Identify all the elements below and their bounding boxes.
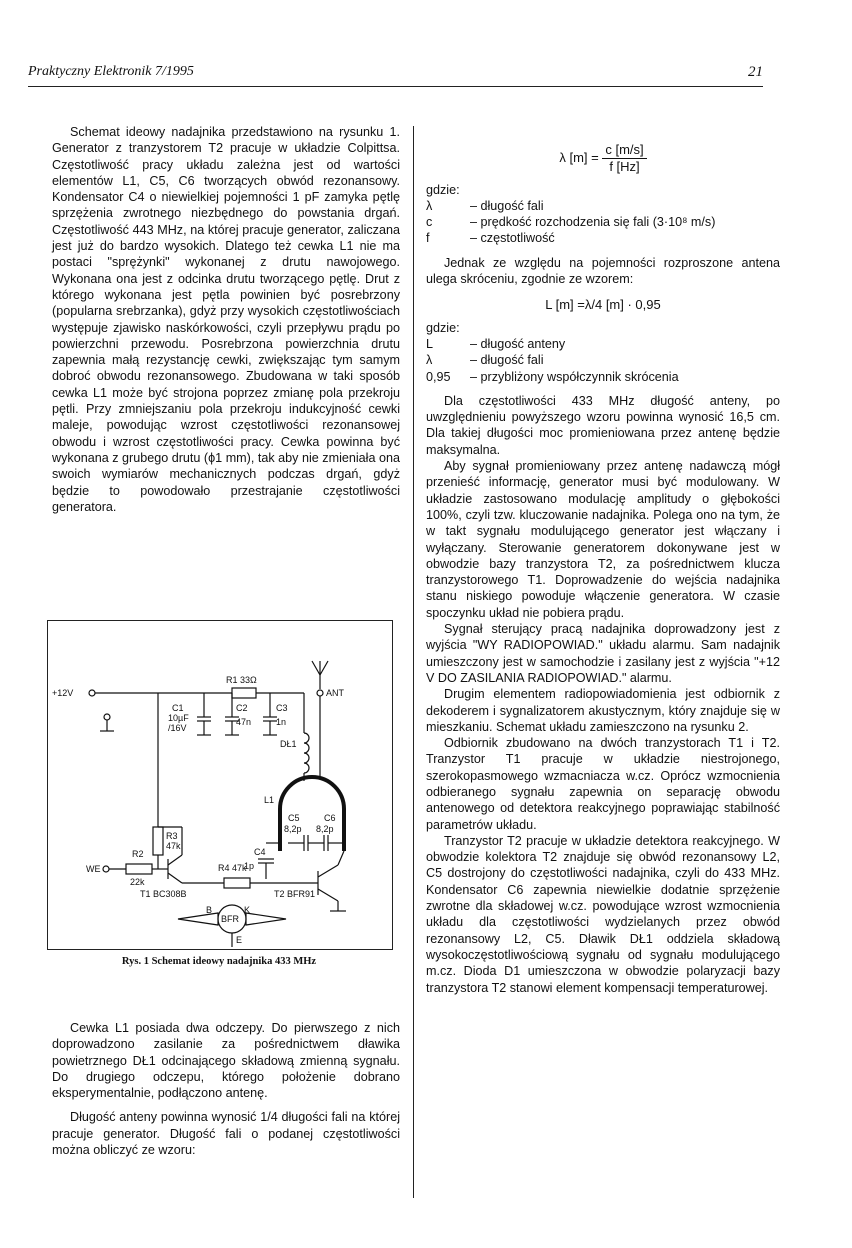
label-c6: C6 <box>324 813 336 823</box>
legend-row <box>426 369 780 385</box>
left-column <box>52 124 400 515</box>
legend-description: – długość fali <box>470 353 544 368</box>
formula-denominator: f [Hz] <box>609 159 640 175</box>
formula-lhs: λ [m] = <box>559 150 599 166</box>
legend-symbol: λ <box>426 198 433 213</box>
label-t1: T1 BC308B <box>140 889 187 899</box>
figure-schematic <box>47 620 393 950</box>
paragraph-antenna-shortening: Jednak ze względu na pojemności rozproszone antena ulega skróceniu, zgodnie ze wzorem: <box>426 255 780 287</box>
label-c4: C4 <box>254 847 266 857</box>
legend-description: – długość anteny <box>470 336 566 351</box>
legend-title: gdzie: <box>426 320 460 335</box>
label-r4: R4 47k <box>218 863 247 873</box>
left-column-bottom <box>52 1020 400 1158</box>
legend-symbol: f <box>426 231 430 246</box>
label-we: WE <box>86 864 101 874</box>
label-r2-value: 22k <box>130 877 145 887</box>
label-c2: C2 <box>236 703 248 713</box>
legend-description: – przybliżony współczynnik skrócenia <box>470 369 679 384</box>
paragraph-coil-taps: Cewka L1 posiada dwa odczepy. Do pierwszego z nich doprowadzono zasilanie za pośrednictwem dławika powietrznego DŁ1 odcinającego składową zmienną sygnału. Do drugiego odczepu, którego położenie dobrano eksperymentalnie, podłączono antenę. <box>52 1021 400 1101</box>
paragraph: Dla częstotliwości 433 MHz długość anteny, po uwzględnieniu powyższego wzoru powinna wynosić 16,5 cm. Dla takiej długości moc promieniowana przez antenę będzie maksymalna. <box>426 393 780 457</box>
legend-description: – częstotliwość <box>470 231 555 246</box>
label-plus12v: +12V <box>52 688 74 698</box>
paragraph: Drugim elementem radiopowiadomienia jest odbiornik z dekoderem i sygnalizatorem akustycznym, który znajduje się w mieszkaniu. Schemat układu zamieszczono na rysunku 2. <box>426 687 780 734</box>
legend-row <box>426 336 780 352</box>
label-c6-value: 8,2p <box>316 824 334 834</box>
paragraph: Tranzystor T2 pracuje w układzie detektora reakcyjnego. W obwodzie kolektora T2 znajduje się obwód rezonansowy L2, C5 dostrojony do częstotliwości nadajnika, czyli do 433 MHz. Kondensator C6 zapewnia niewielkie dodatnie sprzężenie zwrotne dla składowej w.cz. powodujące wzrost wzmocnienia układu dla częstotliwości wydzielanych przez obwód rezonansowy L2, C5. Dławik DŁ1 oddziela składową wysokoczęstotliwościową sygnału od sygnału modulującego m.cz. Dioda D1 umieszczona w obwodzie polaryzacji bazy tranzystora T2 stanowi element kompensacji temperaturowej. <box>426 833 780 995</box>
label-t2: T2 BFR91 <box>274 889 316 899</box>
paragraph: Aby sygnał promieniowany przez antenę nadawczą mógł przenieść informację, generator musi być modulowany. W układzie zastosowano modulację amplitudy o głębokości 100%, czyli tzw. kluczowanie nadajnika. Polega ono na tym, że w takt sygnału modulującego generator jest włączany i wyłączany. Sterowanie generatorem dokonywane jest w obwodzie bazy tranzystora T2, za pośrednictwem klucza tranzystorowego T1. Doprowadzenie do wejścia nadajnika stanu niskiego powoduje włączenie generatora. W czasie spoczynku układ nie pobiera prądu. <box>426 459 780 620</box>
label-ant: ANT <box>326 688 344 698</box>
formula-fraction <box>602 142 646 176</box>
legend-symbol: λ <box>426 353 433 368</box>
label-c1-voltage: /16V <box>168 723 187 733</box>
label-pin-b: B <box>206 905 213 915</box>
label-bfr: BFR <box>221 914 239 924</box>
paragraph: Sygnał sterujący pracą nadajnika doprowadzony jest z wyjścia "WY RADIOPOWIAD." układu alarmu. Sam nadajnik umieszczony jest w samochodzie i zasilany jest z wyjścia "+12 V DO ZASILANIA RADIOPOWIAD." alarmu. <box>426 622 780 685</box>
label-pin-k: K <box>244 905 251 915</box>
paragraph-schematic-intro: Schemat ideowy nadajnika przedstawiono na rysunku 1. Generator z tranzystorem T2 pracuje w układzie Colpittsa. Częstotliwość pracy układu zależna jest od wartości elementów L1, C5, C6 tworzących obwód rezonansowy. Kondensator C4 o niewielkiej pojemności 1 pF zamyka pętlę sprzężenia zwrotnego niezbędnego do powstania drgań. Częstotliwość 443 MHz, na której pracuje generator, zaliczana jest już do bardzo wysokich. Dlatego też cewka L1 nie ma postaci "sprężynki" wykonanej z drutu nawojowego. Wykonana ona jest z odcinka drutu tworzącego pętlę. Drut z którego wykonana jest pętla powinien być posrebrzony (popularna srebrzanka), gdyż przy wysokich częstotliwościach występuje zjawisko naskórkowości, czyli przepływu prądu po powierzchni przewodu. Posrebrzona powierzchnia drutu zapewnia małą rezystancję cewki, zwiększając tym samym dobroć obwodu rezonansowego. Zbudowana w taki sposób cewka L1 może być strojona poprzez zmianę pola przekroju pętli. Przy zmniejszaniu pola przekroju indukcyjność cewki maleje, powodując wzrost częstotliwości rezonansowej obwodu i wzrost częstotliwości pracy. Cewka powinna być wykonana z grubego drutu (ϕ1 mm), tak aby nie zmieniała ona swoich wymiarów mechanicznych podczas drgań, gdyż będzie to powodowało przestrajanie częstotliwości generatora. <box>52 125 400 514</box>
label-r3-value: 47k <box>166 841 181 851</box>
label-c2-value: 47n <box>236 717 252 727</box>
legend-description: – długość fali <box>470 198 544 213</box>
legend-description: – prędkość rozchodzenia się fali (3·10⁸ m/s) <box>470 215 716 230</box>
label-c4-value: 1p <box>244 861 255 871</box>
legend-row <box>426 198 780 214</box>
right-column <box>426 140 780 996</box>
label-c1-value: 10µF <box>168 713 189 723</box>
formula-numerator: c [m/s] <box>602 142 646 159</box>
label-c3-value: 1n <box>276 717 287 727</box>
figure-caption: Rys. 1 Schemat ideowy nadajnika 433 MHz <box>121 956 317 967</box>
label-r2: R2 <box>132 849 144 859</box>
page-number: 21 <box>748 64 763 80</box>
legend-antenna <box>426 320 780 385</box>
label-dl1: DŁ1 <box>280 739 297 749</box>
legend-row <box>426 214 780 230</box>
column-divider <box>413 126 414 1198</box>
legend-title: gdzie: <box>426 182 460 197</box>
label-c5: C5 <box>288 813 300 823</box>
legend-symbol: 0,95 <box>426 369 451 384</box>
legend-symbol: L <box>426 336 434 351</box>
label-r1: R1 33Ω <box>226 675 257 685</box>
page-header <box>28 62 763 87</box>
label-pin-e: E <box>236 935 243 945</box>
paragraph: Odbiornik zbudowano na dwóch tranzystorach T1 i T2. Tranzystor T1 pracuje w układzie niestrojonego, szerokopasmowego wzmacniacza w.cz. Oprócz wzmocnienia odbieranego sygnału zapewnia on separację obwodu antenowego od detektora reakcyjnego poprawiając stabilność parametrów układu. <box>426 736 780 832</box>
label-l1: L1 <box>264 795 275 805</box>
magazine-title: Praktyczny Elektronik 7/1995 <box>28 64 194 79</box>
label-c1: C1 <box>172 703 184 713</box>
label-c5-value: 8,2p <box>284 824 302 834</box>
legend-symbol: c <box>426 215 433 230</box>
legend-wavelength <box>426 182 780 247</box>
formula-wavelength <box>426 142 780 176</box>
legend-row <box>426 230 780 246</box>
paragraph-antenna-length: Długość anteny powinna wynosić 1/4 długości fali na której pracuje generator. Długość fali o podanej częstotliwości można obliczyć ze wzoru: <box>52 1110 400 1158</box>
label-r3: R3 <box>166 831 178 841</box>
schematic-diagram <box>48 621 392 949</box>
legend-row <box>426 352 780 368</box>
label-c3: C3 <box>276 703 288 713</box>
formula-antenna-length: L [m] =λ/4 [m] · 0,95 <box>545 297 661 313</box>
